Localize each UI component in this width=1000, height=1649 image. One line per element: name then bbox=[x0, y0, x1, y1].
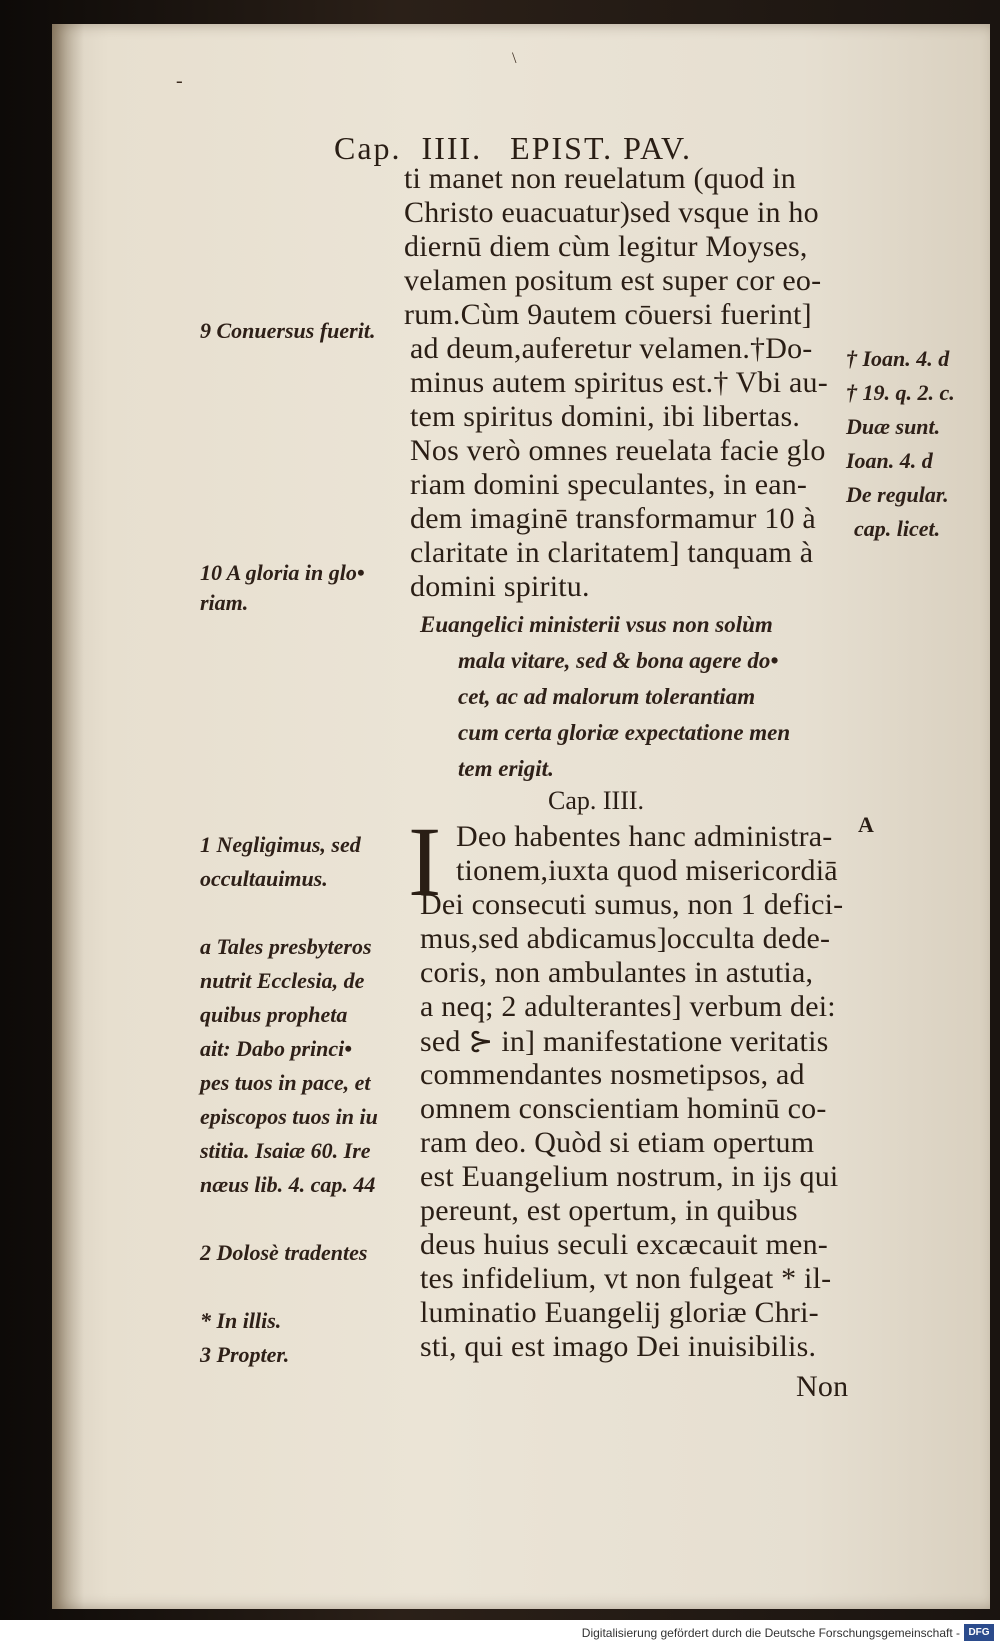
margin-note: 2 Dolosè tradentes bbox=[200, 1240, 368, 1265]
footer-credit: Digitalisierung gefördert durch die Deutsche Forschungsgemeinschaft - bbox=[581, 1626, 960, 1640]
text-line: commendantes nosmetipsos, ad bbox=[420, 1058, 805, 1091]
chapter-heading: Cap. IIII. bbox=[548, 786, 645, 815]
ink-speck: - bbox=[176, 70, 183, 92]
text-line: deus huius seculi excæcauit men- bbox=[420, 1228, 828, 1261]
text-line: ti manet non reuelatum (quod in bbox=[404, 162, 796, 195]
text-line: a neq; 2 adulterantes] verbum dei: bbox=[420, 990, 836, 1023]
dfg-logo: DFG bbox=[964, 1624, 994, 1641]
margin-note: nutrit Ecclesia, de bbox=[200, 968, 365, 993]
text-line: mus,sed abdicamus]occulta dede- bbox=[420, 922, 831, 955]
margin-note: 9 Conuersus fuerit. bbox=[200, 318, 376, 343]
ink-speck: \ bbox=[512, 50, 517, 67]
text-line: rum.Cùm 9autem cōuersi fuerint] bbox=[404, 298, 812, 331]
summary-line: Euangelici ministerii vsus non solùm bbox=[420, 612, 773, 637]
text-line: pereunt, est opertum, in quibus bbox=[420, 1194, 798, 1227]
text-line: riam domini speculantes, in ean- bbox=[410, 468, 808, 501]
text-line: ram deo. Quòd si etiam opertum bbox=[420, 1126, 815, 1159]
header-title: EPIST. PAV. bbox=[510, 130, 692, 166]
footer-bar bbox=[0, 1620, 1000, 1649]
summary-line: mala vitare, sed & bona agere do• bbox=[458, 648, 779, 673]
margin-note: Duæ sunt. bbox=[846, 414, 941, 439]
text-line: omnem conscientiam hominū co- bbox=[420, 1092, 827, 1125]
text-line: Deo habentes hanc administra- bbox=[456, 820, 833, 853]
header-cap-number: IIII. bbox=[421, 130, 483, 166]
text-line: ad deum,auferetur velamen.†Do- bbox=[410, 332, 813, 365]
margin-note: cap. licet. bbox=[854, 516, 941, 541]
margin-note: occultauimus. bbox=[200, 866, 328, 891]
text-line: est Euangelium nostrum, in ijs qui bbox=[420, 1160, 839, 1193]
text-line: tem spiritus domini, ibi libertas. bbox=[410, 400, 801, 433]
margin-note: 1 Negligimus, sed bbox=[200, 832, 361, 857]
margin-note: stitia. Isaiæ 60. Ire bbox=[200, 1138, 371, 1163]
text-line: Dei consecuti sumus, non 1 defici- bbox=[420, 888, 844, 921]
text-line: sti, qui est imago Dei inuisibilis. bbox=[420, 1330, 817, 1363]
margin-note: Ioan. 4. d bbox=[846, 448, 933, 473]
header-cap: Cap. bbox=[334, 130, 402, 166]
gutter-shadow bbox=[52, 24, 84, 1609]
text-line: domini spiritu. bbox=[410, 570, 590, 603]
drop-initial: I bbox=[408, 806, 442, 917]
summary-line: tem erigit. bbox=[458, 756, 554, 781]
margin-note: † 19. q. 2. c. bbox=[846, 380, 955, 405]
text-line: coris, non ambulantes in astutia, bbox=[420, 956, 814, 989]
section-marker: A bbox=[858, 812, 874, 837]
margin-note: a Tales presbyteros bbox=[200, 934, 372, 959]
text-line: minus autem spiritus est.† Vbi au- bbox=[410, 366, 828, 399]
text-line: sed ⊱ in] manifestatione veritatis bbox=[420, 1025, 829, 1058]
margin-note: 10 A gloria in glo• bbox=[200, 560, 365, 585]
text-line: Nos verò omnes reuelata facie glo bbox=[410, 434, 826, 467]
margin-note: 3 Propter. bbox=[200, 1342, 290, 1367]
summary-line: cum certa gloriæ expectatione men bbox=[458, 720, 791, 745]
margin-note: † Ioan. 4. d bbox=[846, 346, 950, 371]
text-line: diernū diem cùm legitur Moyses, bbox=[404, 230, 808, 263]
text-line: Christo euacuatur)sed vsque in ho bbox=[404, 196, 819, 229]
summary-line: cet, ac ad malorum tolerantiam bbox=[458, 684, 756, 709]
text-line: dem imaginē transformamur 10 à bbox=[410, 502, 816, 535]
catchword: Non bbox=[796, 1370, 849, 1403]
text-line: velamen positum est super cor eo- bbox=[404, 264, 822, 297]
margin-note: ait: Dabo princi• bbox=[200, 1036, 352, 1061]
text-line: tionem,iuxta quod misericordiā bbox=[456, 854, 838, 887]
margin-note: * In illis. bbox=[200, 1308, 282, 1333]
margin-note: De regular. bbox=[846, 482, 949, 507]
margin-note: riam. bbox=[200, 590, 249, 615]
margin-note: episcopos tuos in iu bbox=[200, 1104, 378, 1129]
text-line: tes infidelium, vt non fulgeat * il- bbox=[420, 1262, 832, 1295]
margin-note: næus lib. 4. cap. 44 bbox=[200, 1172, 376, 1197]
margin-note: quibus propheta bbox=[200, 1002, 348, 1027]
text-line: luminatio Euangelij gloriæ Chri- bbox=[420, 1296, 819, 1329]
text-line: claritate in claritatem] tanquam à bbox=[410, 536, 814, 569]
margin-note: pes tuos in pace, et bbox=[200, 1070, 371, 1095]
